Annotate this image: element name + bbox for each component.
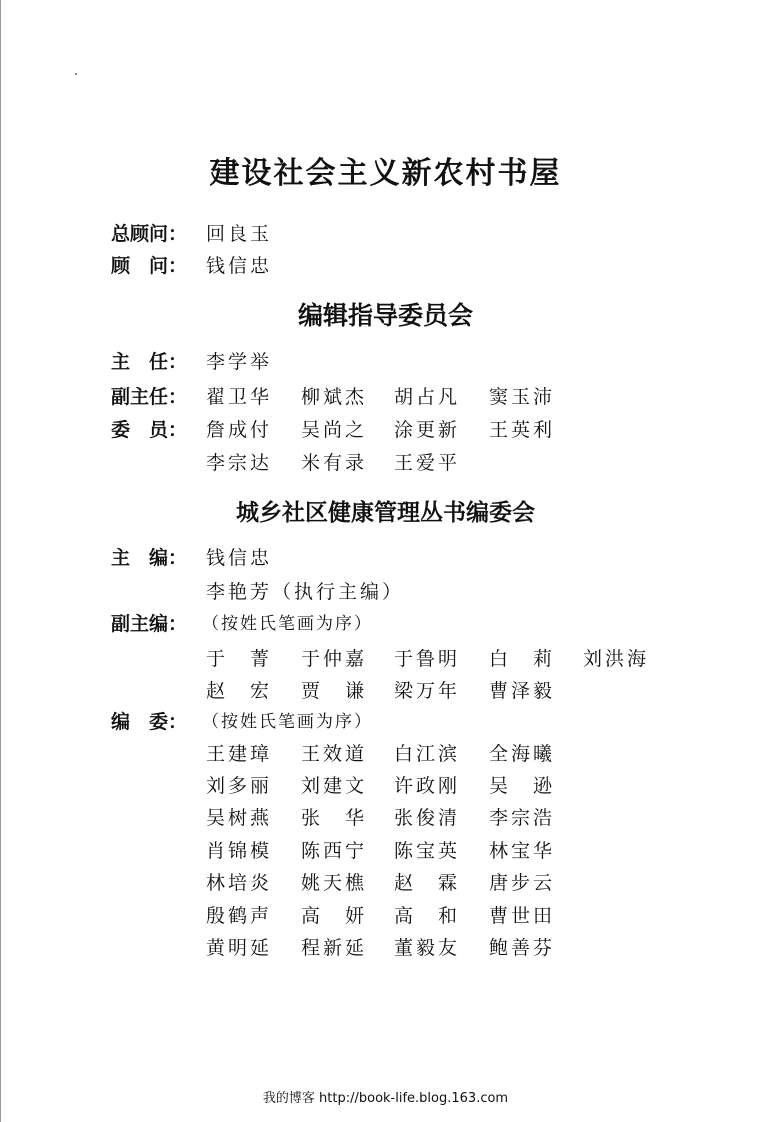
member-name: 许政刚 [394,775,461,797]
member-name: 李学举 [206,351,273,373]
member-name: 王英利 [489,419,556,441]
role-label: 编 委： [111,711,188,733]
member-name: 黄明延 [206,937,273,959]
member-name: 赵 霖 [394,872,461,894]
role-label: 主 编： [111,547,188,569]
page-title: 建设社会主义新农村书屋 [209,156,562,191]
member-name: 涂更新 [394,419,461,441]
member-name: 高 和 [394,905,461,927]
name-row [206,803,686,829]
footer-blog-link[interactable]: 我的博客 http://book-life.blog.163.com [262,1091,509,1106]
member-name: 鲍善芬 [489,937,556,959]
ordering-note: （按姓氏笔画为序） [202,614,373,634]
member-name: 刘洪海 [583,648,650,670]
name-row [206,543,686,569]
role-label: 主 任： [111,351,188,373]
member-name: 贾 谦 [301,680,368,702]
member-name: 王爱平 [394,452,461,474]
name-row [206,219,686,245]
committee-heading: 编辑指导委员会 [297,301,473,330]
member-name: 陈西宁 [301,840,368,862]
ordering-note: （按姓氏笔画为序） [202,712,373,732]
member-name: 窦玉沛 [489,386,556,408]
member-name: 白 莉 [489,648,556,670]
name-row [206,771,686,797]
member-name: 陈宝英 [394,840,461,862]
member-name: 李宗达 [206,452,273,474]
member-name: 张 华 [301,807,368,829]
member-name: 回良玉 [206,223,273,245]
name-row [206,933,686,959]
name-row [206,901,686,927]
role-label: 总顾问： [111,223,188,245]
member-name: 赵 宏 [206,680,273,702]
member-name: 吴 逊 [489,775,556,797]
name-row [206,739,686,765]
member-name: 林培炎 [206,872,273,894]
name-row [202,609,686,635]
member-name: 刘多丽 [206,775,273,797]
member-name: 翟卫华 [206,386,273,408]
name-row [206,676,686,702]
member-name: 全海曦 [489,743,556,765]
member-name: 詹成付 [206,419,273,441]
member-name: 柳斌杰 [301,386,368,408]
role-label: 顾 问： [111,255,188,277]
name-row [206,251,686,277]
member-name: 姚天樵 [301,872,368,894]
name-row [206,448,686,474]
member-name: 梁万年 [394,680,461,702]
member-name: 胡占凡 [394,386,461,408]
member-name: 殷鹤声 [206,905,273,927]
editorial-heading: 城乡社区健康管理丛书编委会 [236,500,535,526]
name-row [206,415,686,441]
member-name: 曹世田 [489,905,556,927]
member-name: 唐步云 [489,872,556,894]
name-row [206,577,686,603]
role-label: 副主任： [111,386,188,408]
member-name: 白江滨 [394,743,461,765]
name-row [206,836,686,862]
member-name: 张俊清 [394,807,461,829]
member-name: 刘建文 [301,775,368,797]
name-row [206,644,686,670]
member-name: 肖锦模 [206,840,273,862]
member-name: 吴树燕 [206,807,273,829]
member-name: 程新延 [301,937,368,959]
member-name: 曹泽毅 [489,680,556,702]
member-name: 董毅友 [394,937,461,959]
member-name: 吴尚之 [301,419,368,441]
member-name: 林宝华 [489,840,556,862]
member-name: 于 菁 [206,648,273,670]
member-name: 王效道 [301,743,368,765]
name-row [206,347,686,373]
scan-speck [75,73,77,75]
member-name: 米有录 [301,452,368,474]
name-row [206,382,686,408]
role-label: 委 员： [111,419,188,441]
member-name: 高 妍 [301,905,368,927]
member-name: 于仲嘉 [301,648,368,670]
member-name: 李艳芳（执行主编） [206,581,405,603]
name-row [206,868,686,894]
member-name: 于鲁明 [394,648,461,670]
role-label: 副主编： [111,613,188,635]
member-name: 王建璋 [206,743,273,765]
member-name: 钱信忠 [206,255,273,277]
member-name: 李宗浩 [489,807,556,829]
member-name: 钱信忠 [206,547,273,569]
name-row [202,707,686,733]
